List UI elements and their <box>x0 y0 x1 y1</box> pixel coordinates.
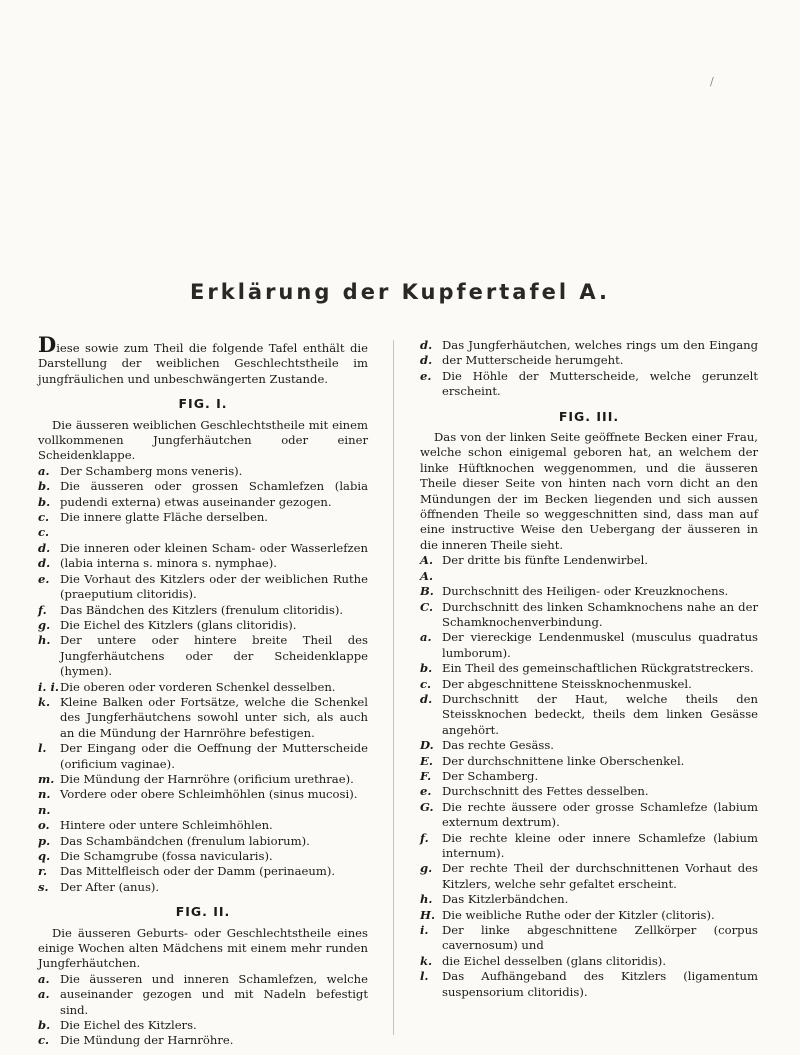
legend-item-label: m. <box>38 771 55 786</box>
legend-item <box>420 338 758 369</box>
legend-item-label: g. <box>38 617 51 632</box>
legend-item-text: Ein Theil des gemeinschaftlichen Rückgratstreckers. <box>442 661 754 676</box>
intro-paragraph: Diese sowie zum Theil die folgende Tafel enthält die Darstellung der weiblichen Geschlechtstheile im jungfräulichen und unbeschwängerten Zustande. <box>38 332 368 386</box>
legend-item-text: die Eichel desselben (glans clitoridis). <box>442 953 667 968</box>
legend-item <box>420 923 758 954</box>
legend-item <box>420 908 758 923</box>
legend-item <box>38 880 368 895</box>
legend-item <box>38 864 368 879</box>
legend-item-text: Die Schamgrube (fossa navicularis). <box>60 849 273 863</box>
legend-item-text: Die inneren oder kleinen Scham- oder Wasserlefzen (labia interna s. minora s. nymphae). <box>60 540 368 571</box>
legend-item-label: d. d. <box>420 338 433 368</box>
legend-item-label: a. <box>38 463 50 478</box>
legend-item-label: b. <box>420 661 433 676</box>
legend-item-label: A. A. <box>420 553 434 583</box>
legend-item-text: Die Eichel des Kitzlers. <box>60 1018 197 1033</box>
legend-item-label: D. <box>420 738 434 753</box>
legend-item-label: o. <box>38 818 50 833</box>
legend-item-label: C. <box>420 599 434 614</box>
left-column <box>38 332 368 1049</box>
legend-item-label: b. <box>38 1018 51 1033</box>
legend-item-label: q. <box>38 849 51 863</box>
legend-item-text: Durchschnitt des Heiligen- oder Kreuzknochens. <box>442 584 729 599</box>
legend-item-text: Die äusseren und inneren Schamlefzen, welche auseinander gezogen und mit Nadeln befestigt sind. <box>60 971 368 1017</box>
legend-item-label: F. <box>420 768 432 783</box>
legend-item-label: p. <box>38 833 51 848</box>
fig1-heading: FIG. I. <box>178 396 228 412</box>
legend-item <box>420 892 758 907</box>
legend-item-label: e. <box>420 368 432 383</box>
legend-item-label: a. a. <box>38 971 50 1002</box>
legend-item-label: B. <box>420 584 434 599</box>
legend-item-label: l. <box>420 969 429 984</box>
legend-item <box>38 1018 368 1033</box>
legend-item <box>420 600 758 631</box>
legend-item-label: i. i. <box>38 679 59 694</box>
legend-item <box>38 772 368 787</box>
fig3-intro: Das von der linken Seite geöffnete Becken einer Frau, welche schon einigemal geboren hat, an welchem der linke Hüftknochen weggenommen, und die äusseren Theile dieser Seite von hinten nach vorn dicht an den Mündungen der im Becken liegenden und sich aussen öffnenden Theile so weggeschnitten sind, dass man auf eine instructive Weise den Uebergang der äusseren in die inneren Theile sieht. <box>420 430 758 552</box>
legend-item-text: Der durchschnittene linke Oberschenkel. <box>442 753 685 768</box>
legend-item <box>38 1033 368 1048</box>
legend-item-text: Der dritte bis fünfte Lendenwirbel. <box>442 553 649 568</box>
legend-item-label: a. <box>420 630 432 645</box>
legend-item-text: Die Mündung der Harnröhre (orificium urethrae). <box>60 771 354 786</box>
legend-item <box>38 741 368 772</box>
legend-item <box>38 603 368 618</box>
fig1-intro: Die äusseren weiblichen Geschlechtstheile mit einem vollkommenen Jungferhäutchen oder einer Scheidenklappe. <box>38 417 368 463</box>
legend-item-text: Der viereckige Lendenmuskel (musculus quadratus lumborum). <box>442 630 758 660</box>
legend-item-label: b. b. <box>38 479 51 509</box>
legend-item <box>420 969 758 1000</box>
fig1-list <box>38 464 368 895</box>
legend-item-text: Durchschnitt des linken Schamknochens nahe an der Schamknochenverbindung. <box>442 599 758 629</box>
legend-item-label: f. <box>38 602 47 617</box>
legend-item-label: c. <box>38 1033 50 1048</box>
fig2-continued-list <box>420 338 758 400</box>
legend-item-text: Durchschnitt des Fettes desselben. <box>442 784 649 799</box>
legend-item-label: k. <box>38 694 51 709</box>
legend-item-label: f. <box>420 830 429 845</box>
legend-item-text: Das Bändchen des Kitzlers (frenulum clitoridis). <box>60 602 344 617</box>
legend-item <box>38 695 368 741</box>
legend-item-text: Das Schambändchen (frenulum labiorum). <box>60 833 310 848</box>
legend-item-text: Vordere oder obere Schleimhöhlen (sinus mucosi). <box>60 787 358 802</box>
fig2-intro: Die äusseren Geburts- oder Geschlechtstheile eines einige Wochen alten Mädchens mit einem mehr runden Jungferhäutchen. <box>38 925 368 971</box>
legend-item-text: Die oberen oder vorderen Schenkel desselben. <box>60 679 336 694</box>
fig3-list <box>420 553 758 1000</box>
legend-item <box>420 738 758 753</box>
fig2-heading: FIG. II. <box>175 904 231 920</box>
legend-item-label: h. <box>420 892 433 907</box>
legend-item-text: Das Mittelfleisch oder der Damm (perinaeum). <box>60 864 336 879</box>
legend-item-label: E. <box>420 753 433 768</box>
legend-item-label: i. <box>420 923 429 938</box>
legend-item-text: Der Schamberg mons veneris). <box>60 463 243 478</box>
legend-item <box>38 834 368 849</box>
drop-cap: D <box>38 332 57 357</box>
legend-item <box>420 954 758 969</box>
legend-item-text: Der linke abgeschnittene Zellkörper (corpus cavernosum) und <box>442 923 758 953</box>
legend-item <box>420 800 758 831</box>
legend-item <box>38 633 368 679</box>
legend-item-text: Durchschnitt der Haut, welche theils den Steissknochen bedeckt, theils dem linken Gesässe angehört. <box>442 691 758 737</box>
legend-item-text: Die innere glatte Fläche derselben. <box>60 510 268 525</box>
legend-item-label: n. n. <box>38 787 51 817</box>
legend-item-label: g. <box>420 861 433 876</box>
legend-item <box>420 630 758 661</box>
legend-item-label: c. c. <box>38 510 50 540</box>
legend-item-label: c. <box>420 676 432 691</box>
legend-item-label: e. <box>38 571 50 586</box>
legend-item-label: l. <box>38 741 47 756</box>
legend-item <box>420 553 758 584</box>
legend-item-text: Das Aufhängeband des Kitzlers (ligamentum suspensorium clitoridis). <box>442 969 758 999</box>
legend-item-text: Der rechte Theil der durchschnittenen Vorhaut des Kitzlers, welche sehr gefaltet erscheint. <box>442 861 758 891</box>
legend-item-text: Die rechte äussere oder grosse Schamlefze (labium externum dextrum). <box>442 799 758 830</box>
legend-item-text: Das rechte Gesäss. <box>442 738 554 753</box>
legend-item <box>420 784 758 799</box>
legend-item-label: H. <box>420 907 435 922</box>
legend-item-label: e. <box>420 784 432 799</box>
legend-item <box>38 818 368 833</box>
legend-item <box>38 479 368 510</box>
fig2-list <box>38 972 368 1049</box>
legend-item <box>420 831 758 862</box>
legend-item-text: Die Mündung der Harnröhre. <box>60 1033 234 1048</box>
legend-item-text: Die Vorhaut des Kitzlers oder der weiblichen Ruthe (praeputium clitoridis). <box>60 571 368 602</box>
legend-item <box>420 677 758 692</box>
legend-item-label: d. <box>420 691 433 706</box>
legend-item <box>38 849 368 864</box>
corner-mark: / <box>710 75 714 88</box>
legend-item <box>38 680 368 695</box>
legend-item <box>420 754 758 769</box>
legend-item <box>420 861 758 892</box>
legend-item-text: Die äusseren oder grossen Schamlefzen (labia pudendi externa) etwas auseinander gezogen. <box>60 479 368 509</box>
legend-item-text: Die Höhle der Mutterscheide, welche gerunzelt erscheint. <box>442 368 758 399</box>
legend-item <box>38 572 368 603</box>
legend-item-text: Die weibliche Ruthe oder der Kitzler (clitoris). <box>442 907 715 922</box>
legend-item-label: G. <box>420 799 434 814</box>
legend-item-text: Die Eichel des Kitzlers (glans clitoridis). <box>60 617 297 632</box>
legend-item-label: s. <box>38 879 49 894</box>
legend-item <box>38 972 368 1018</box>
legend-item <box>38 618 368 633</box>
page-title: Erklärung der Kupfertafel A. <box>190 280 610 304</box>
column-divider <box>393 340 394 1035</box>
legend-item-text: Der Eingang oder die Oeffnung der Mutterscheide (orificium vaginae). <box>60 741 368 771</box>
fig3-heading: FIG. III. <box>558 408 620 424</box>
legend-item <box>420 769 758 784</box>
legend-item <box>38 541 368 572</box>
legend-item <box>420 692 758 738</box>
legend-item-text: Der After (anus). <box>60 879 160 894</box>
legend-item <box>38 510 368 541</box>
legend-item-text: Der abgeschnittene Steissknochenmuskel. <box>442 676 692 691</box>
legend-item-label: r. <box>38 864 48 879</box>
legend-item-label: h. <box>38 633 51 648</box>
legend-item <box>420 584 758 599</box>
legend-item <box>420 661 758 676</box>
legend-item-label: k. <box>420 953 433 968</box>
right-column <box>420 338 758 1000</box>
legend-item-text: Kleine Balken oder Fortsätze, welche die Schenkel des Jungferhäutchens sowohl unter sich, als auch an die Mündung der Harnröhre befestigen. <box>60 694 368 740</box>
legend-item-text: Der untere oder hintere breite Theil des Jungferhäutchens oder der Scheidenklappe (hymen). <box>60 633 368 679</box>
legend-item-text: Die rechte kleine oder innere Schamlefze (labium internum). <box>442 830 758 860</box>
legend-item-text: Hintere oder untere Schleimhöhlen. <box>60 818 273 833</box>
legend-item <box>420 369 758 400</box>
legend-item <box>38 787 368 818</box>
legend-item-label: d. d. <box>38 540 51 571</box>
legend-item <box>38 464 368 479</box>
legend-item-text: Das Jungferhäutchen, welches rings um den Eingang der Mutterscheide herumgeht. <box>442 338 758 368</box>
legend-item-text: Das Kitzlerbändchen. <box>442 892 569 907</box>
legend-item-text: Der Schamberg. <box>442 768 539 783</box>
